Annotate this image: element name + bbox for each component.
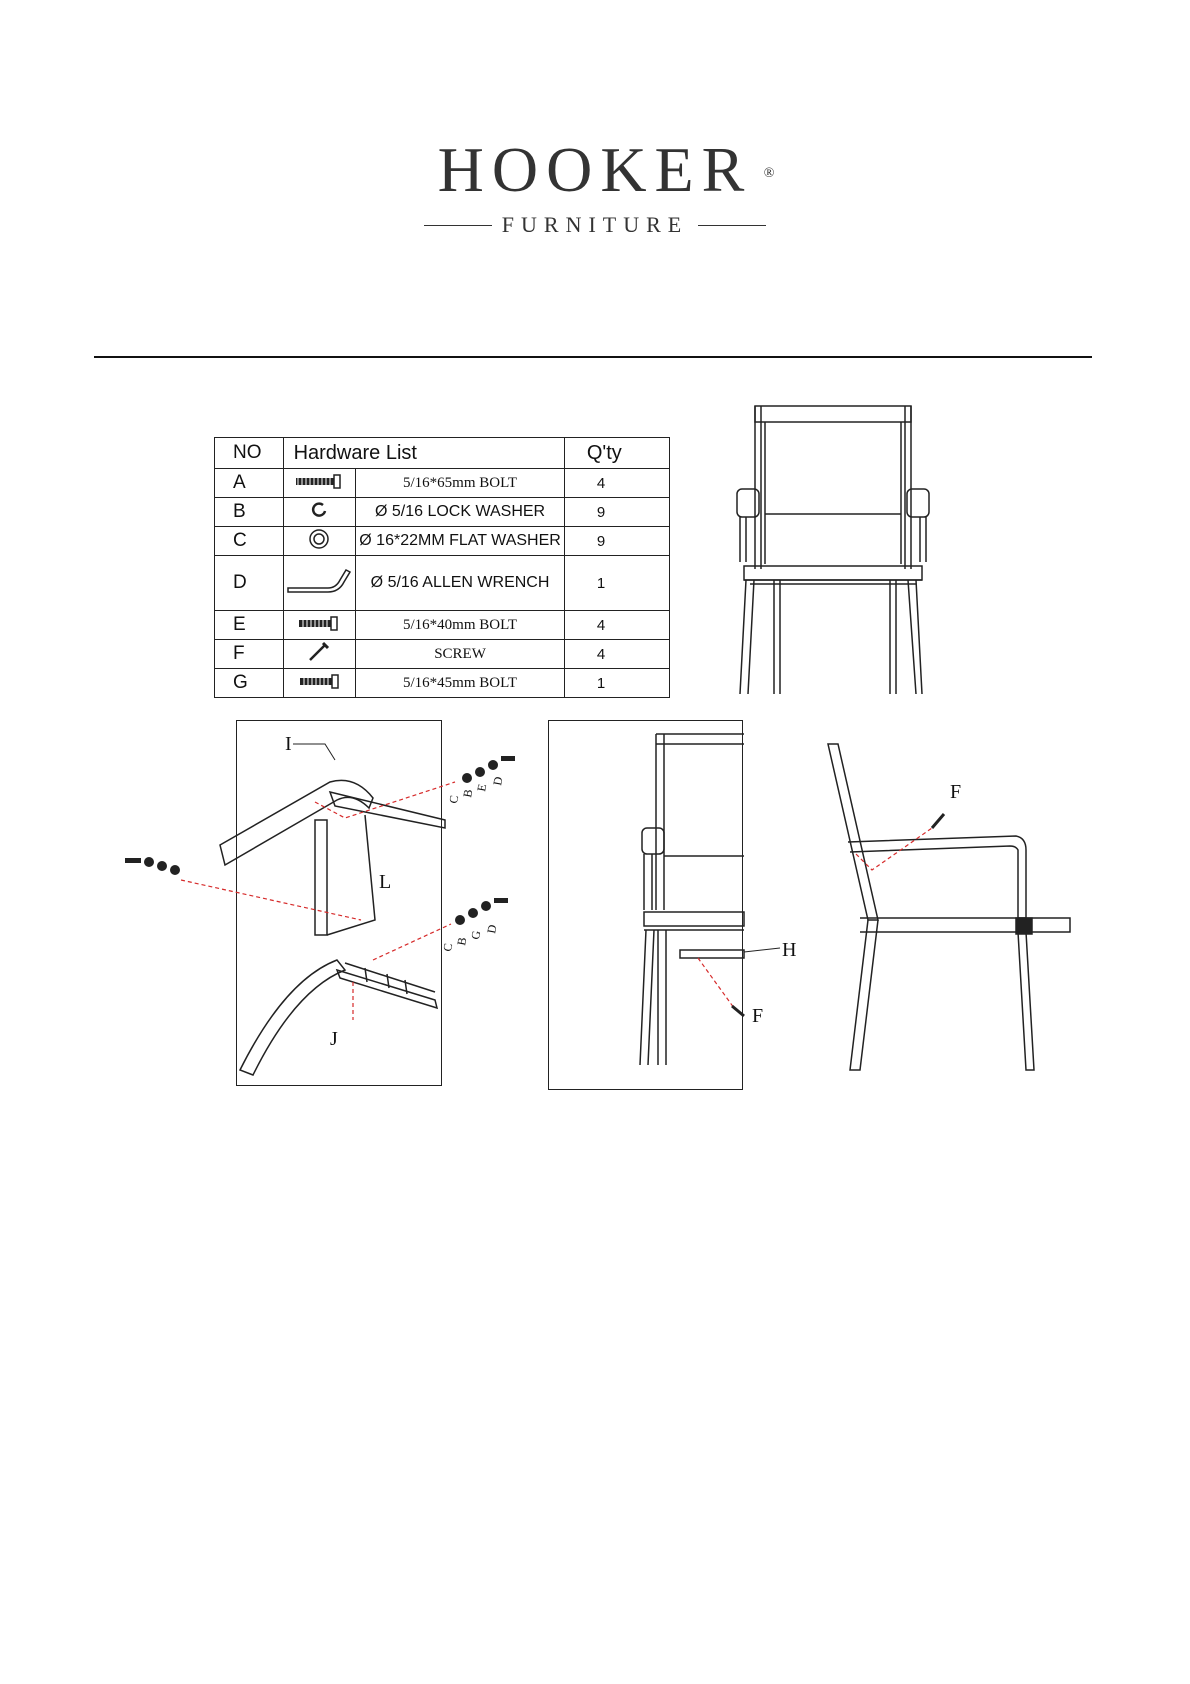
logo-rule-left bbox=[424, 225, 492, 226]
label-i: I bbox=[285, 733, 292, 755]
table-row bbox=[215, 498, 670, 527]
label-c2: C bbox=[440, 942, 456, 953]
label-d1: D bbox=[490, 775, 506, 787]
flat-washer-icon bbox=[283, 527, 356, 556]
chair-front-view bbox=[730, 404, 940, 704]
logo-wordmark bbox=[437, 134, 775, 205]
label-e1: E bbox=[474, 782, 490, 793]
label-l: L bbox=[379, 871, 392, 893]
step3-side-view bbox=[820, 740, 1080, 1080]
table-row bbox=[215, 640, 670, 669]
table-row bbox=[215, 527, 670, 556]
allen-wrench-icon bbox=[283, 556, 356, 611]
label-g2: G bbox=[468, 929, 484, 941]
row-no: A bbox=[215, 469, 284, 498]
row-no: F bbox=[215, 640, 284, 669]
table-row bbox=[215, 556, 670, 611]
row-desc: 5/16*65mm BOLT bbox=[356, 469, 565, 498]
hardware-table bbox=[214, 437, 670, 698]
bolt-medium-icon bbox=[283, 611, 356, 640]
label-j: J bbox=[330, 1028, 338, 1050]
table-row bbox=[215, 669, 670, 698]
logo-main-text: HOOKER bbox=[437, 134, 753, 205]
label-d2: D bbox=[484, 923, 500, 935]
header-qty: Q'ty bbox=[564, 438, 669, 469]
logo-rule-right bbox=[698, 225, 766, 226]
table-header-row bbox=[215, 438, 670, 469]
label-b2: B bbox=[454, 936, 470, 947]
brand-logo bbox=[0, 134, 1190, 238]
row-desc: 5/16*40mm BOLT bbox=[356, 611, 565, 640]
row-qty: 4 bbox=[564, 640, 669, 669]
bolt-icon bbox=[283, 669, 356, 698]
label-c1: C bbox=[446, 794, 462, 805]
bolt-long-icon bbox=[283, 469, 356, 498]
row-desc: Ø 5/16 LOCK WASHER bbox=[356, 498, 565, 527]
header-no: NO bbox=[215, 438, 284, 469]
header-hardware-list: Hardware List bbox=[283, 438, 564, 469]
row-qty: 4 bbox=[564, 469, 669, 498]
label-f-step3: F bbox=[950, 781, 962, 803]
table-row bbox=[215, 611, 670, 640]
row-no: D bbox=[215, 556, 284, 611]
row-qty: 9 bbox=[564, 527, 669, 556]
row-no: B bbox=[215, 498, 284, 527]
registered-mark: ® bbox=[763, 166, 775, 181]
logo-subline bbox=[0, 212, 1190, 238]
row-desc: Ø 16*22MM FLAT WASHER bbox=[356, 527, 565, 556]
header-divider bbox=[94, 356, 1092, 358]
logo-sub-text: FURNITURE bbox=[501, 212, 689, 237]
table-row bbox=[215, 469, 670, 498]
row-no: C bbox=[215, 527, 284, 556]
row-desc: 5/16*45mm BOLT bbox=[356, 669, 565, 698]
label-b1: B bbox=[460, 788, 476, 799]
row-qty: 4 bbox=[564, 611, 669, 640]
lock-washer-icon bbox=[283, 498, 356, 527]
label-f-step2: F bbox=[752, 1005, 764, 1027]
row-desc: SCREW bbox=[356, 640, 565, 669]
screw-icon bbox=[283, 640, 356, 669]
step2-diagram bbox=[548, 720, 797, 1090]
row-qty: 1 bbox=[564, 556, 669, 611]
row-qty: 1 bbox=[564, 669, 669, 698]
row-no: E bbox=[215, 611, 284, 640]
row-qty: 9 bbox=[564, 498, 669, 527]
row-no: G bbox=[215, 669, 284, 698]
step1-exploded-diagram bbox=[115, 720, 535, 1090]
label-h: H bbox=[782, 939, 797, 961]
row-desc: Ø 5/16 ALLEN WRENCH bbox=[356, 556, 565, 611]
